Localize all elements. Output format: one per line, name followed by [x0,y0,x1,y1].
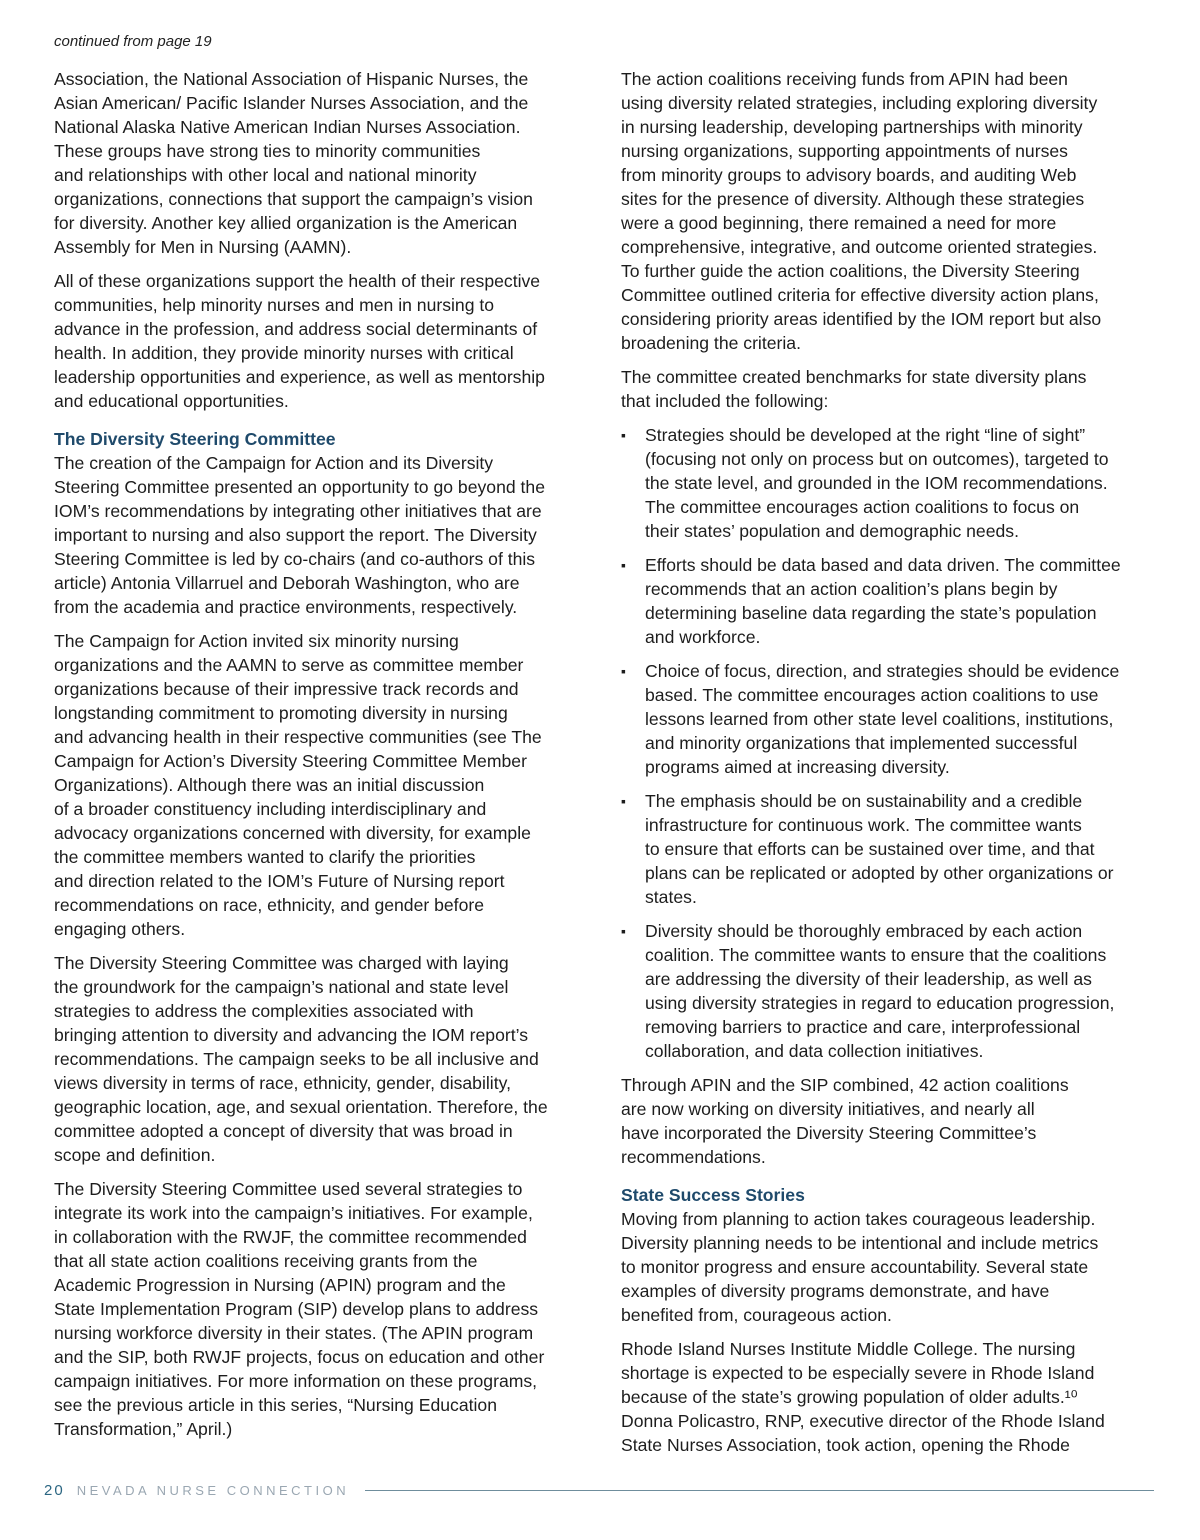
text-line: (focusing not only on process but on outcomes), targeted to [645,449,1109,469]
text-line: State Nurses Association, took action, opening the Rhode [621,1435,1070,1455]
text-line: in collaboration with the RWJF, the committee recommended [54,1227,527,1247]
bullet-item [621,423,1181,543]
page-footer [44,1480,1154,1500]
text-line: collaboration, and data collection initiatives. [645,1041,984,1061]
text-line: Steering Committee presented an opportunity to go beyond the [54,477,545,497]
text-line: organizations because of their impressive track records and [54,679,519,699]
text-line: The Campaign for Action invited six minority nursing [54,631,459,651]
text-line: organizations, connections that support the campaign’s vision [54,189,533,209]
text-line: Strategies should be developed at the right “line of sight” [645,425,1086,445]
text-line: removing barriers to practice and care, interprofessional [645,1017,1081,1037]
text-line: scope and definition. [54,1145,216,1165]
text-line: programs aimed at increasing diversity. [645,757,950,777]
text-line: organizations and the AAMN to serve as committee member [54,655,524,675]
text-line: To further guide the action coalitions, the Diversity Steering [621,261,1080,281]
text-line: and relationships with other local and national minority [54,165,477,185]
left-column [54,67,614,1451]
text-line: for diversity. Another key allied organization is the American [54,213,518,233]
text-line: Diversity planning needs to be intentional and include metrics [621,1233,1099,1253]
text-line: and the SIP, both RWJF projects, focus on education and other [54,1347,545,1367]
text-line: Association, the National Association of Hispanic Nurses, the [54,69,529,89]
text-line: longstanding commitment to promoting diversity in nursing [54,703,508,723]
text-line: engaging others. [54,919,186,939]
paragraph [54,629,614,941]
bullet-item [621,553,1181,649]
text-line: lessons learned from other state level coalitions, institutions, [645,709,1114,729]
text-line: Organizations). Although there was an initial discussion [54,775,485,795]
text-line: determining baseline data regarding the state’s population [645,603,1097,623]
page-number: 20 [44,1481,65,1499]
text-line: Diversity should be thoroughly embraced by each action [645,921,1083,941]
text-line: nursing organizations, supporting appointments of nurses [621,141,1068,161]
text-line: views diversity in terms of race, ethnicity, gender, disability, [54,1073,511,1093]
text-line: from the academia and practice environments, respectively. [54,597,518,617]
text-line: because of the state’s growing population of older adults.¹⁰ [621,1387,1078,1407]
bullet-icon: ▪ [621,793,626,809]
text-line: are addressing the diversity of their leadership, as well as [645,969,1092,989]
text-line: considering priority areas identified by the IOM report but also [621,309,1102,329]
text-line: the groundwork for the campaign’s national and state level [54,977,509,997]
text-line: from minority groups to advisory boards, and auditing Web [621,165,1077,185]
text-line: campaign initiatives. For more information on these programs, [54,1371,538,1391]
text-line: their states’ population and demographic needs. [645,521,1019,541]
text-line: examples of diversity programs demonstrate, and have [621,1281,1050,1301]
paragraph [621,1207,1181,1327]
text-line: important to nursing and also support the report. The Diversity [54,525,537,545]
text-line: have incorporated the Diversity Steering Committee’s [621,1123,1037,1143]
text-line: Campaign for Action’s Diversity Steering Committee Member [54,751,527,771]
text-line: and educational opportunities. [54,391,289,411]
bullet-item [621,919,1181,1063]
text-line: These groups have strong ties to minority communities [54,141,481,161]
text-line: comprehensive, integrative, and outcome oriented strategies. [621,237,1098,257]
text-line: shortage is expected to be especially severe in Rhode Island [621,1363,1095,1383]
text-line: in nursing leadership, developing partnerships with minority [621,117,1083,137]
text-line: Through APIN and the SIP combined, 42 action coalitions [621,1075,1069,1095]
text-line: of a broader constituency including interdisciplinary and [54,799,487,819]
text-line: are now working on diversity initiatives, and nearly all [621,1099,1035,1119]
text-line: health. In addition, they provide minority nurses with critical [54,343,514,363]
text-line: to monitor progress and ensure accountability. Several state [621,1257,1089,1277]
text-line: Academic Progression in Nursing (APIN) program and the [54,1275,506,1295]
footer-rule [365,1490,1154,1491]
text-line: and advancing health in their respective communities (see The [54,727,542,747]
text-line: and workforce. [645,627,761,647]
text-line: The creation of the Campaign for Action and its Diversity [54,453,494,473]
text-line: infrastructure for continuous work. The committee wants [645,815,1082,835]
text-line: State Implementation Program (SIP) develop plans to address [54,1299,539,1319]
right-column [621,67,1181,1467]
text-line: recommendations on race, ethnicity, and gender before [54,895,484,915]
text-line: the state level, and grounded in the IOM recommendations. [645,473,1108,493]
text-line: Efforts should be data based and data driven. The committee [645,555,1121,575]
text-line: coalition. The committee wants to ensure that the coalitions [645,945,1107,965]
bullet-item [621,659,1181,779]
text-line: benefited from, courageous action. [621,1305,892,1325]
paragraph [54,269,614,413]
text-line: recommends that an action coalition’s plans begin by [645,579,1058,599]
bullet-item [621,789,1181,909]
text-line: Transformation,” April.) [54,1419,233,1439]
text-line: that all state action coalitions receiving grants from the [54,1251,478,1271]
publication-name: NEVADA NURSE CONNECTION [76,1482,350,1498]
section-heading: State Success Stories [621,1185,805,1205]
text-line: Rhode Island Nurses Institute Middle College. The nursing [621,1339,1076,1359]
text-line: using diversity strategies in regard to education progression, [645,993,1115,1013]
bullet-icon: ▪ [621,923,626,939]
text-line: Steering Committee is led by co-chairs (and co-authors of this [54,549,536,569]
text-line: bringing attention to diversity and advancing the IOM report’s [54,1025,529,1045]
text-line: nursing workforce diversity in their states. (The APIN program [54,1323,534,1343]
paragraph [621,365,1181,413]
text-line: recommendations. The campaign seeks to be all inclusive and [54,1049,539,1069]
text-line: The emphasis should be on sustainability and a credible [645,791,1083,811]
text-line: states. [645,887,697,907]
text-line: committee adopted a concept of diversity that was broad in [54,1121,513,1141]
text-line: Moving from planning to action takes courageous leadership. [621,1209,1096,1229]
text-line: sites for the presence of diversity. Although these strategies [621,189,1085,209]
paragraph [621,1337,1181,1457]
text-line: Choice of focus, direction, and strategies should be evidence [645,661,1120,681]
text-line: Committee outlined criteria for effective diversity action plans, [621,285,1099,305]
text-line: to ensure that efforts can be sustained over time, and that [645,839,1095,859]
text-line: All of these organizations support the health of their respective [54,271,541,291]
text-line: integrate its work into the campaign’s initiatives. For example, [54,1203,533,1223]
text-line: Assembly for Men in Nursing (AAMN). [54,237,352,257]
text-line: were a good beginning, there remained a need for more [621,213,1057,233]
paragraph [54,951,614,1167]
text-line: the committee members wanted to clarify the priorities [54,847,476,867]
text-line: The action coalitions receiving funds from APIN had been [621,69,1068,89]
text-line: The Diversity Steering Committee used several strategies to [54,1179,523,1199]
paragraph [621,1073,1181,1169]
continued-note: continued from page 19 [54,33,212,50]
text-line: National Alaska Native American Indian Nurses Association. [54,117,521,137]
text-line: recommendations. [621,1147,766,1167]
text-line: geographic location, age, and sexual orientation. Therefore, the [54,1097,548,1117]
text-line: see the previous article in this series, “Nursing Education [54,1395,497,1415]
text-line: communities, help minority nurses and men in nursing to [54,295,495,315]
paragraph [54,1177,614,1441]
text-line: based. The committee encourages action coalitions to use [645,685,1099,705]
text-line: and minority organizations that implemented successful [645,733,1078,753]
text-line: Donna Policastro, RNP, executive director of the Rhode Island [621,1411,1105,1431]
text-line: The Diversity Steering Committee was charged with laying [54,953,509,973]
text-line: advocacy organizations concerned with diversity, for example [54,823,531,843]
text-line: The committee created benchmarks for state diversity plans [621,367,1087,387]
bullet-icon: ▪ [621,427,626,443]
text-line: article) Antonia Villarruel and Deborah Washington, who are [54,573,520,593]
text-line: The committee encourages action coalitions to focus on [645,497,1080,517]
text-line: that included the following: [621,391,829,411]
paragraph [621,67,1181,355]
paragraph [54,67,614,259]
text-line: and direction related to the IOM’s Future of Nursing report [54,871,505,891]
paragraph [54,451,614,619]
text-line: advance in the profession, and address social determinants of [54,319,538,339]
text-line: strategies to address the complexities associated with [54,1001,474,1021]
bullet-icon: ▪ [621,663,626,679]
bullet-icon: ▪ [621,557,626,573]
text-line: IOM’s recommendations by integrating other initiatives that are [54,501,542,521]
text-line: broadening the criteria. [621,333,801,353]
text-line: leadership opportunities and experience, as well as mentorship [54,367,545,387]
text-line: using diversity related strategies, including exploring diversity [621,93,1098,113]
text-line: Asian American/ Pacific Islander Nurses Association, and the [54,93,529,113]
text-line: plans can be replicated or adopted by other organizations or [645,863,1114,883]
section-heading: The Diversity Steering Committee [54,429,336,449]
